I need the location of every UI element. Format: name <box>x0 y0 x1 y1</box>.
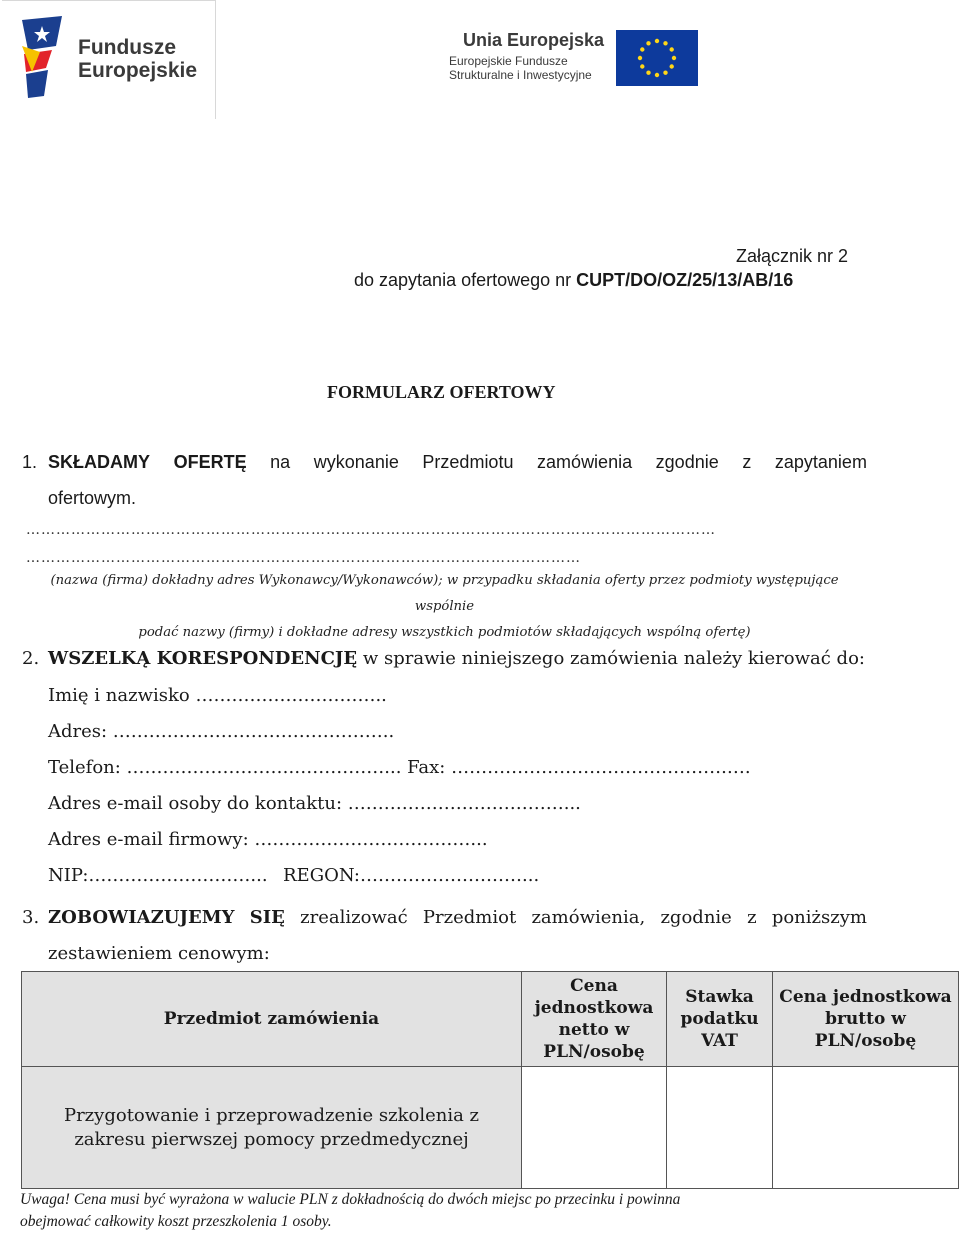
section-1-word: zapytaniem <box>774 452 867 472</box>
sec1-lead <box>22 444 150 480</box>
price-table-header-row <box>22 972 959 1067</box>
nip-field: NIP:………………………... <box>48 865 268 886</box>
section-3-line <box>22 900 867 936</box>
company-fill-note-line1: (nazwa (firma) dokładny adres Wykonawcy/Wykonawców); w przypadku składania oferty przez podmioty występujące wspólnie <box>50 573 839 614</box>
ue-logo-subtitle1: Europejskie Fundusze <box>449 54 568 68</box>
header-vat-rate: Stawka podatku VAT <box>667 972 773 1067</box>
section-1 <box>22 444 867 516</box>
price-table <box>21 971 959 1189</box>
header-net-price: Cena jednostkowa netto w PLN/osobę <box>522 972 667 1067</box>
contact-address-field: Adres: ……………………………………….. <box>48 721 395 742</box>
price-warning-line1: Uwaga! Cena musi być wyrażona w walucie PLN z dokładnością do dwóch miejsc po przecinku i powinna <box>20 1191 681 1208</box>
cell-subject <box>22 1067 522 1189</box>
ue-logo-title: Unia Europejska <box>463 30 605 50</box>
section-3-word: Przedmiot <box>422 907 517 928</box>
section-1-word: na <box>270 452 291 472</box>
section-1-word: zgodnie <box>655 452 719 472</box>
annex-number: CUPT/DO/OZ/25/13/AB/16 <box>576 270 794 290</box>
section-1-continuation: ofertowym. <box>48 488 137 508</box>
section-3-word: zamówienia, <box>531 907 646 928</box>
price-warning-line2: obejmować całkowity koszt przeszkolenia 1 osoby. <box>20 1213 332 1230</box>
header-gross-price: Cena jednostkowa brutto w PLN/osobę <box>773 972 959 1067</box>
section-3-word: z <box>747 907 757 928</box>
section-3-word: SIĘ <box>249 907 285 928</box>
section-2-number: 2. <box>22 648 40 669</box>
section-3-word: ZOBOWIAZUJEMY <box>48 907 235 928</box>
company-fill-line-1: ………………………………………………………………………………………………………………………… <box>26 522 716 538</box>
annex-reference <box>354 270 793 291</box>
section-3-continuation: zestawieniem cenowym: <box>48 943 270 964</box>
section-2-title: WSZELKĄ KORESPONDENCJĘ <box>48 648 358 669</box>
section-3-number: 3. <box>22 907 40 928</box>
section-3-word: poniższym <box>771 907 867 928</box>
cell-gross-price[interactable] <box>773 1067 959 1189</box>
fe-logo-line2: Europejskie <box>78 59 198 82</box>
annex-label: Załącznik nr 2 <box>736 246 849 266</box>
section-1-line <box>22 444 867 480</box>
company-fill-note <box>22 568 867 646</box>
section-1-word: zamówienia <box>537 452 633 472</box>
section-3-word: zgodnie <box>660 907 732 928</box>
cell-net-price[interactable] <box>522 1067 667 1189</box>
section-1-word: OFERTĘ <box>173 452 247 472</box>
sec3-lead <box>22 900 235 936</box>
annex-reference-prefix: do zapytania ofertowego nr <box>354 270 577 290</box>
company-fill-line-2: ………………………………………………………………………………………………… <box>26 550 581 566</box>
eu-flag-icon <box>616 30 698 86</box>
form-title: FORMULARZ OFERTOWY <box>327 382 556 402</box>
company-fill-note-line2: podać nazwy (firmy) i dokładne adresy wszystkich podmiotów składających wspólną ofertę) <box>138 625 751 640</box>
regon-field: REGON:………………………... <box>283 865 540 886</box>
contact-name-field: Imię i nazwisko ………………………….. <box>48 685 387 706</box>
section-2-heading <box>22 648 865 669</box>
section-2-text: w sprawie niniejszego zamówienia należy kierować do: <box>357 648 865 669</box>
section-1-word: wykonanie <box>313 452 399 472</box>
table-row <box>22 1067 959 1189</box>
price-warning <box>20 1189 920 1233</box>
section-1-number: 1. <box>22 452 38 472</box>
header-subject: Przedmiot zamówienia <box>22 972 522 1067</box>
fe-logo-line1: Fundusze <box>78 36 176 59</box>
cell-vat-rate[interactable] <box>667 1067 773 1189</box>
fundusze-europejskie-emblem-icon <box>22 16 66 98</box>
contact-email-field: Adres e-mail osoby do kontaktu: ………………………………... <box>48 793 581 814</box>
section-3-word: zrealizować <box>300 907 408 928</box>
section-1-word: z <box>742 452 752 472</box>
section-1-word: Przedmiotu <box>422 452 514 472</box>
company-email-field: Adres e-mail firmowy: ………………………………... <box>48 829 488 850</box>
section-3 <box>22 900 867 972</box>
contact-phone-fax-field: Telefon: ……………………….……………... Fax: ……………………………………….…. <box>48 757 751 778</box>
section-1-word: SKŁADAMY <box>48 452 150 472</box>
cell-subject-text: Przygotowanie i przeprowadzenie szkolenia z zakresu pierwszej pomocy przedmedycznej <box>63 1104 480 1150</box>
ue-logo-subtitle2: Strukturalne i Inwestycyjne <box>449 68 592 82</box>
